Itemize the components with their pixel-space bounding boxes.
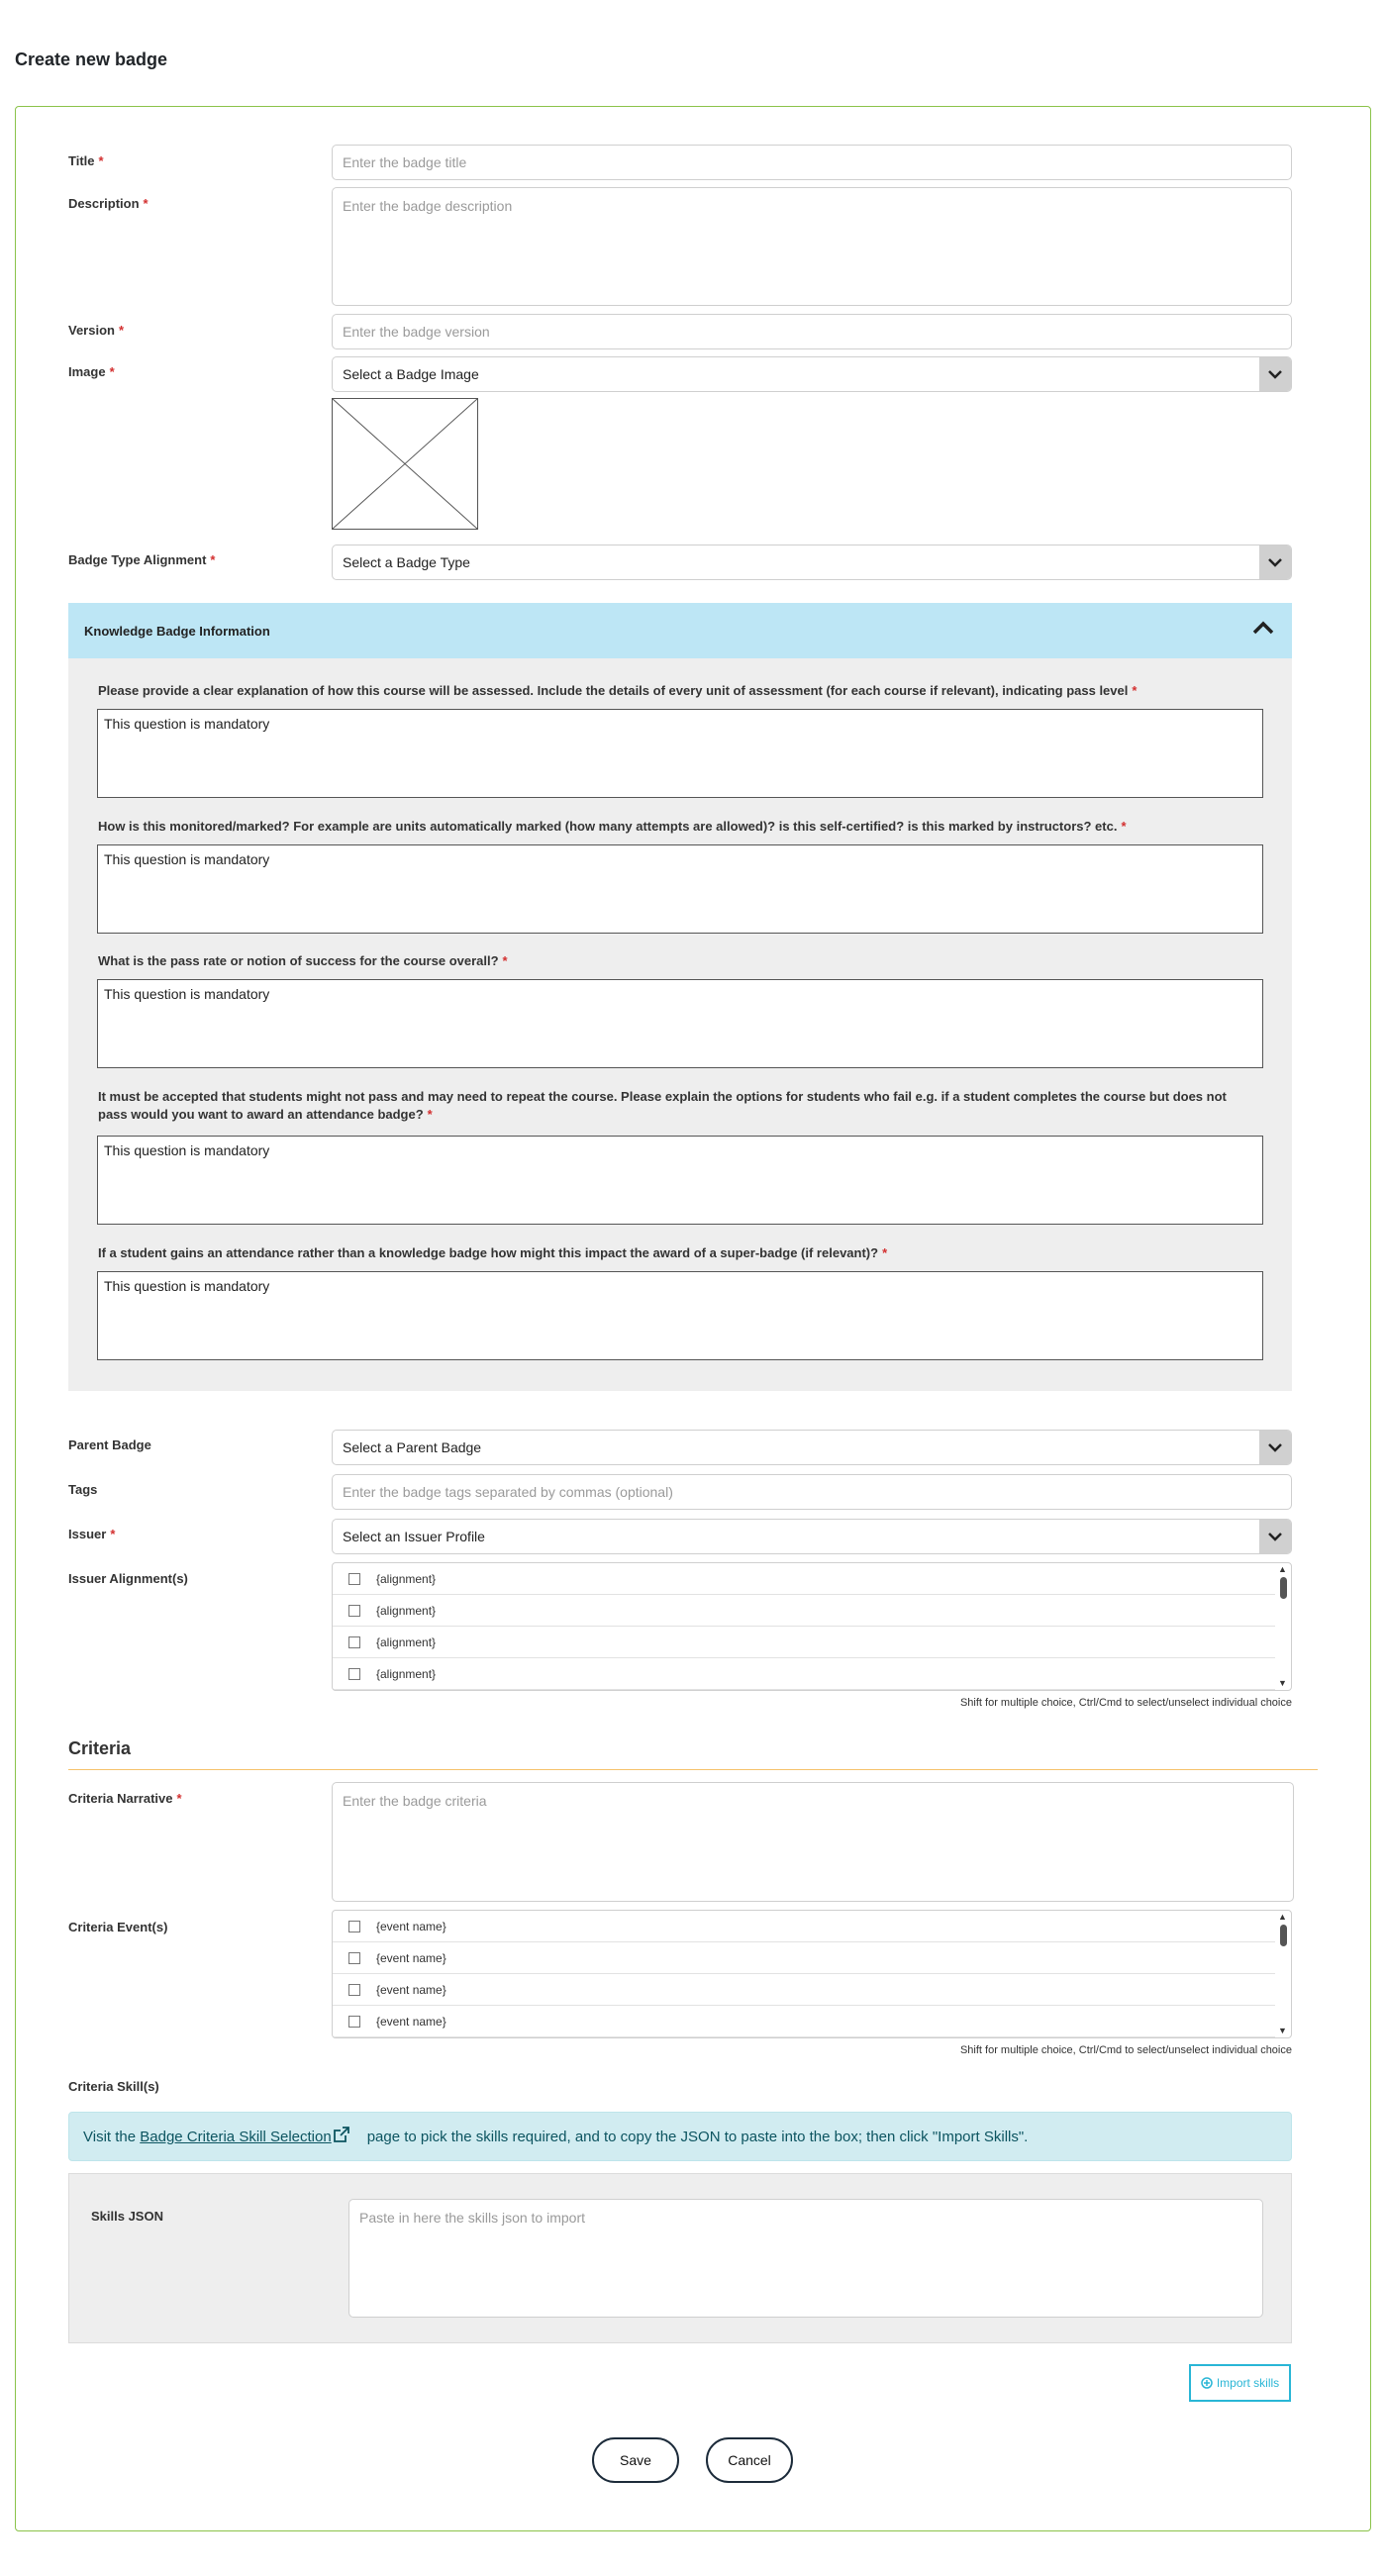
scroll-down-icon[interactable]: ▼ <box>1278 2026 1287 2035</box>
checkbox[interactable] <box>348 1952 360 1964</box>
checkbox[interactable] <box>348 2016 360 2028</box>
list-item[interactable]: {event name} <box>333 1974 1275 2006</box>
external-link-icon[interactable] <box>334 2127 349 2146</box>
list-item[interactable]: {event name} <box>333 1942 1275 1974</box>
criteria-events-label: Criteria Event(s) <box>68 1920 168 1934</box>
question-3-answer[interactable]: This question is mandatory <box>97 979 1263 1068</box>
version-input[interactable] <box>332 314 1292 349</box>
question-1-answer[interactable]: This question is mandatory <box>97 709 1263 798</box>
list-item[interactable]: {alignment} <box>333 1658 1275 1690</box>
required-marker: * <box>109 364 115 379</box>
issuer-alignments-listbox[interactable] <box>332 1562 1292 1691</box>
page-title: Create new badge <box>15 50 168 69</box>
tags-label: Tags <box>68 1482 98 1497</box>
image-label <box>68 364 115 379</box>
required-marker: * <box>110 1527 116 1541</box>
skills-json-textarea[interactable] <box>348 2199 1263 2318</box>
description-label <box>68 196 148 211</box>
save-button[interactable]: Save <box>592 2437 679 2483</box>
required-marker: * <box>118 323 125 338</box>
chevron-down-icon <box>1259 1431 1291 1464</box>
tags-input[interactable] <box>332 1474 1292 1510</box>
badge-type-select-value: Select a Badge Type <box>343 554 470 570</box>
checkbox[interactable] <box>348 1573 360 1585</box>
question-1-label: Please provide a clear explanation of how this course will be assessed. Include the details of every unit of assessment (for each course if relevant), indicating pass level * <box>98 683 1138 698</box>
checkbox[interactable] <box>348 1605 360 1617</box>
listbox-scrollbar[interactable] <box>1277 1565 1289 1688</box>
chevron-down-icon <box>1259 1520 1291 1553</box>
issuer-alignments-hint: Shift for multiple choice, Ctrl/Cmd to select/unselect individual choice <box>959 1697 1292 1709</box>
issuer-label <box>68 1527 115 1541</box>
question-2-label: How is this monitored/marked? For example are units automatically marked (how many attempts are allowed)? is this self-certified? is this marked by instructors? etc. * <box>98 819 1127 834</box>
listbox-scrollbar[interactable] <box>1277 1913 1289 2035</box>
scroll-up-icon[interactable]: ▲ <box>1278 1912 1287 1922</box>
checkbox[interactable] <box>348 1668 360 1680</box>
title-label <box>68 153 104 168</box>
knowledge-panel-title: Knowledge Badge Information <box>84 623 270 639</box>
issuer-select[interactable] <box>332 1519 1292 1554</box>
criteria-narrative-textarea[interactable] <box>332 1782 1294 1902</box>
image-select[interactable] <box>332 356 1292 392</box>
issuer-label-text: Issuer <box>68 1527 107 1541</box>
badge-type-label <box>68 552 215 567</box>
scroll-down-icon[interactable]: ▼ <box>1278 1678 1287 1688</box>
criteria-skills-label: Criteria Skill(s) <box>68 2079 159 2094</box>
checkbox[interactable] <box>348 1921 360 1932</box>
issuer-select-value: Select an Issuer Profile <box>343 1529 485 1544</box>
required-marker: * <box>143 196 148 211</box>
question-2-answer[interactable]: This question is mandatory <box>97 844 1263 934</box>
badge-image-preview <box>332 398 478 530</box>
scroll-up-icon[interactable]: ▲ <box>1278 1564 1287 1574</box>
required-marker: * <box>176 1791 182 1806</box>
criteria-narrative-label <box>68 1791 182 1806</box>
image-label-text: Image <box>68 364 106 379</box>
knowledge-panel-body <box>68 658 1292 1391</box>
description-textarea[interactable] <box>332 187 1292 306</box>
description-label-text: Description <box>68 196 140 211</box>
required-marker: * <box>210 552 216 567</box>
list-item[interactable]: {event name} <box>333 1911 1275 1942</box>
skills-info-alert <box>68 2112 1292 2161</box>
scroll-thumb[interactable] <box>1280 1925 1287 1946</box>
required-marker: * <box>98 153 104 168</box>
parent-badge-select[interactable] <box>332 1430 1292 1465</box>
criteria-divider <box>68 1769 1318 1770</box>
question-5-answer[interactable]: This question is mandatory <box>97 1271 1263 1360</box>
criteria-events-listbox[interactable] <box>332 1910 1292 2038</box>
criteria-events-hint: Shift for multiple choice, Ctrl/Cmd to select/unselect individual choice <box>959 2044 1292 2056</box>
criteria-narrative-label-text: Criteria Narrative <box>68 1791 173 1806</box>
question-4-answer[interactable]: This question is mandatory <box>97 1136 1263 1225</box>
chevron-down-icon <box>1259 357 1291 391</box>
list-item[interactable]: {alignment} <box>333 1563 1275 1595</box>
question-5-label: If a student gains an attendance rather than a knowledge badge how might this impact the award of a super-badge (if relevant)? * <box>98 1245 888 1260</box>
scroll-thumb[interactable] <box>1280 1577 1287 1599</box>
parent-badge-select-value: Select a Parent Badge <box>343 1439 482 1455</box>
list-item[interactable]: {event name} <box>333 2006 1275 2037</box>
image-placeholder-icon <box>333 399 477 529</box>
title-input[interactable] <box>332 145 1292 180</box>
checkbox[interactable] <box>348 1636 360 1648</box>
list-item[interactable]: {alignment} <box>333 1627 1275 1658</box>
question-3-label: What is the pass rate or notion of success for the course overall? * <box>98 953 508 968</box>
question-4-label: It must be accepted that students might not pass and may need to repeat the course. Please explain the options for students who fail e.g. if a student completes the course but does not pass would you want to award an attendance badge? * <box>98 1089 1227 1122</box>
skills-json-panel <box>68 2173 1292 2343</box>
title-label-text: Title <box>68 153 95 168</box>
import-skills-button[interactable] <box>1189 2364 1291 2402</box>
criteria-section-title: Criteria <box>68 1738 132 1758</box>
version-label <box>68 323 124 338</box>
list-item[interactable]: {alignment} <box>333 1595 1275 1627</box>
badge-type-select[interactable] <box>332 545 1292 580</box>
import-skills-label: Import skills <box>1216 2376 1280 2390</box>
cancel-button[interactable]: Cancel <box>706 2437 793 2483</box>
image-select-value: Select a Badge Image <box>343 366 479 382</box>
chevron-down-icon <box>1259 545 1291 579</box>
issuer-alignments-label: Issuer Alignment(s) <box>68 1571 188 1586</box>
knowledge-panel-header[interactable] <box>68 603 1292 658</box>
info-suffix: page to pick the skills required, and to copy the JSON to paste into the box; then click "Import Skills". <box>366 2128 1029 2145</box>
plus-circle-icon <box>1201 2377 1213 2389</box>
badge-type-label-text: Badge Type Alignment <box>68 552 207 567</box>
checkbox[interactable] <box>348 1984 360 1996</box>
info-prefix: Visit the <box>83 2128 137 2145</box>
version-label-text: Version <box>68 323 115 338</box>
chevron-up-icon[interactable] <box>1252 621 1274 638</box>
parent-badge-label: Parent Badge <box>68 1437 151 1452</box>
skill-selection-link[interactable]: Badge Criteria Skill Selection <box>140 2128 332 2145</box>
skills-json-label: Skills JSON <box>91 2209 163 2224</box>
